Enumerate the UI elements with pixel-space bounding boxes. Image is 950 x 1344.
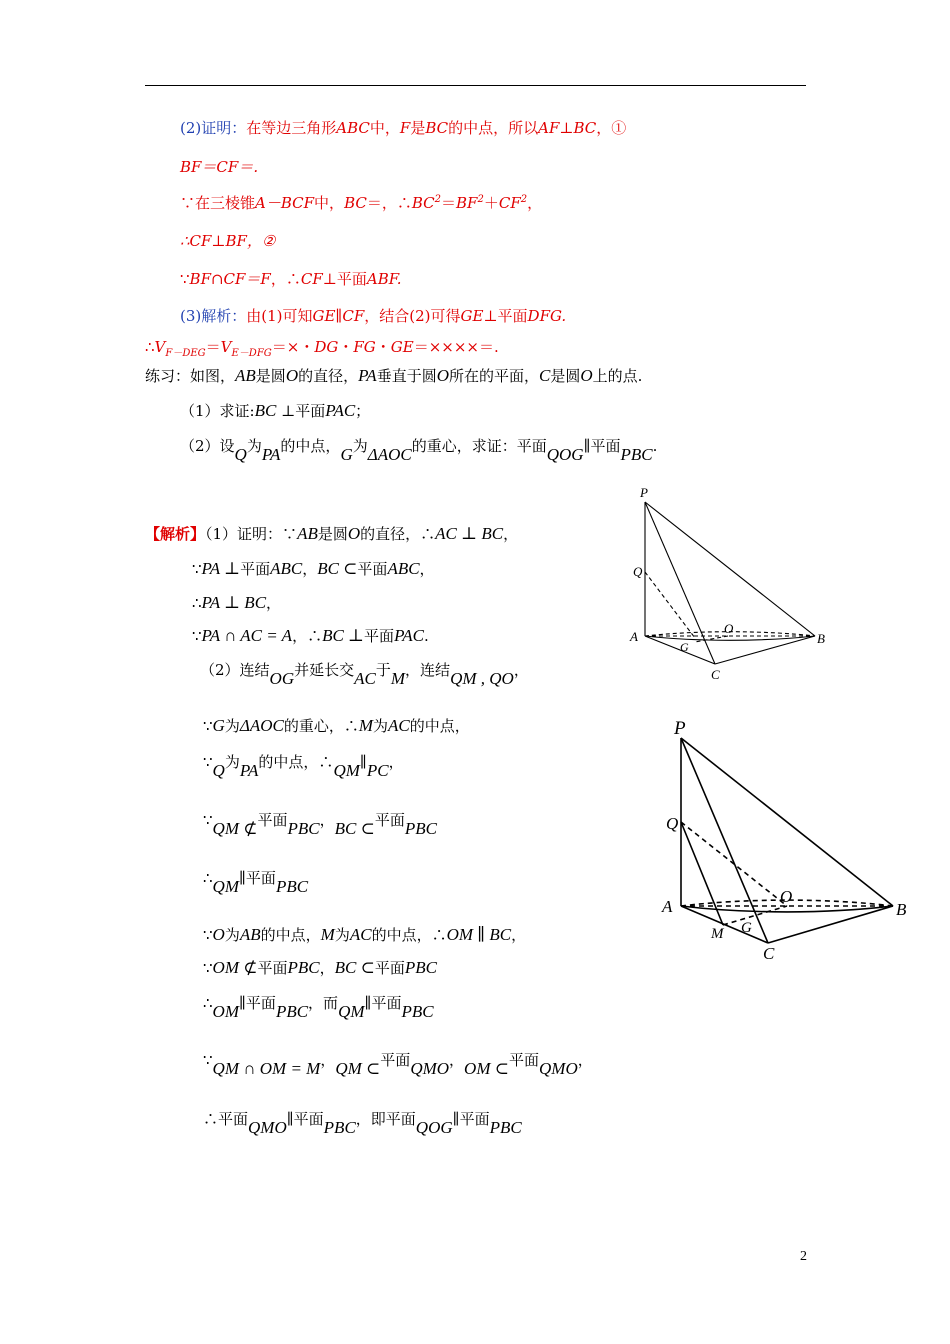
figure-cone-small (620, 480, 830, 685)
header-rule (145, 85, 806, 86)
fig1-label-G: G (680, 640, 689, 654)
proof2-line3: ∵在三棱锥A－BCF中，BC＝，$\therefore BC^2=BF^2+CF^2$， (180, 194, 543, 212)
fig2-label-C: C (763, 944, 775, 963)
proof3-line1: (3)解析：由(1)可知GE∥CF，结合(2)可得GE⊥平面DFG. (180, 307, 567, 325)
figure-cone-large (660, 712, 915, 967)
fig2-label-O: O (780, 887, 793, 906)
fig2-label-A: A (662, 897, 673, 916)
fig2-label-B: B (896, 900, 907, 919)
fig1-label-B: B (817, 631, 825, 646)
proof2-line4: ∴CF⊥BF，② (180, 232, 276, 250)
fig1-label-Q: Q (633, 564, 643, 579)
fig2-label-Q: Q (666, 814, 679, 833)
segment-QO (681, 822, 787, 906)
exercise-part1: （1）求证:BC ⊥平面PAC； (180, 401, 371, 420)
segment-QG (645, 572, 695, 638)
solution-line9: ∴QM∥平面PBC (203, 869, 309, 896)
segment-PB (645, 502, 815, 636)
proof2-line1: (2)证明：在等边三角形ABC中，F是BC的中点，所以AF⊥BC，① (180, 119, 627, 137)
fig2-label-M: M (711, 926, 724, 942)
fig2-label-P: P (674, 718, 686, 739)
proof3-line2: $\therefore V_{F-DEG}=V_{E-DFG}=\times$・DG・FG・GE＝××××＝. (145, 338, 499, 359)
solution-line4: ∵PA ∩ AC = A，∴BC ⊥平面PAC. (192, 626, 429, 645)
segment-OG (695, 636, 728, 642)
solution-line14: ∴平面QMO∥平面PBC，即平面QOG∥平面PBC (203, 1110, 522, 1137)
fig1-label-O: O (724, 621, 734, 636)
exercise-statement: 练习：如图，AB是圆O的直径，PA垂直于圆O所在的平面，C是圆O上的点. (145, 366, 643, 385)
segment-QM (681, 822, 723, 925)
fig1-label-P: P (640, 485, 648, 500)
solution-line5: （2）连结OG并延长交AC于M，连结QM , QO， (200, 661, 529, 688)
proof2-line2: BF＝CF＝. (180, 158, 259, 176)
solution-line2: ∵PA ⊥平面ABC，BC ⊂平面ABC， (192, 559, 435, 578)
fig1-label-A: A (630, 629, 638, 644)
exercise-part2: （2）设Q为PA的中点，G为ΔAOC的重心，求证：平面QOG∥平面PBC. (180, 437, 658, 464)
solution-line11: ∵OM ⊄平面PBC，BC ⊂平面PBC (203, 958, 437, 977)
solution-line10: ∵O为AB的中点，M为AC的中点，∴OM ∥ BC， (203, 925, 527, 944)
solution-line8: ∵QM ⊄平面PBC，BC ⊂平面PBC (203, 811, 437, 838)
solution-line6: ∵G为ΔAOC的重心，∴M为AC的中点， (203, 716, 470, 735)
base-ellipse-front (681, 906, 893, 912)
solution-line3: ∴PA ⊥ BC， (192, 593, 282, 612)
solution-line7: ∵Q为PA的中点，∴QM∥PC， (203, 753, 404, 780)
solution-line12: ∴OM∥平面PBC，而QM∥平面PBC (203, 994, 434, 1021)
base-ellipse-front (645, 636, 815, 640)
page-number: 2 (800, 1249, 807, 1264)
fig2-label-G: G (741, 920, 752, 936)
segment-PB (681, 738, 893, 906)
fig1-label-C: C (711, 667, 720, 682)
solution-line13: ∵QM ∩ OM = M，QM ⊂平面QMO，OM ⊂平面QMO， (203, 1051, 593, 1078)
segment-MO (723, 906, 787, 925)
solution-line1: 【解析】（1）证明：∵AB是圆O的直径，∴AC ⊥ BC， (145, 524, 519, 543)
proof2-line5: ∵BF∩CF＝F，∴CF⊥平面ABF. (180, 270, 402, 288)
